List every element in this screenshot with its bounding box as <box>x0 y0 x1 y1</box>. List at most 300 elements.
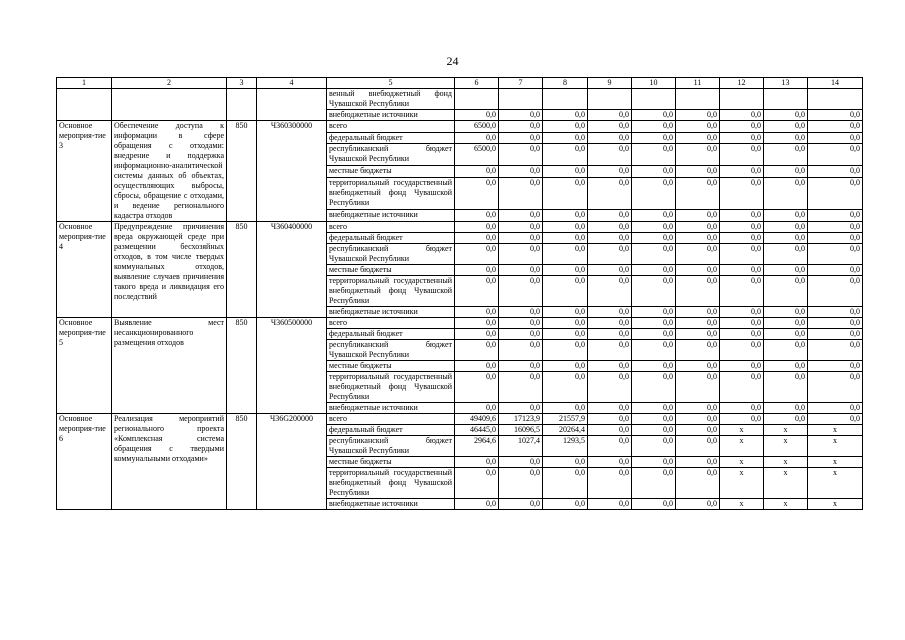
value-cell: 0,0 <box>676 307 720 318</box>
table-row <box>57 121 863 133</box>
value-cell: 0,0 <box>808 110 863 121</box>
table-row <box>57 222 863 233</box>
value-cell: 21557,9 <box>543 414 588 425</box>
budget-table <box>56 77 863 510</box>
value-cell: 0,0 <box>588 436 632 457</box>
value-cell: х <box>808 436 863 457</box>
value-cell: 0,0 <box>499 210 543 222</box>
value-cell: 0,0 <box>499 403 543 414</box>
event-name-cell: Основное мероприя-тие 3 <box>57 121 112 222</box>
value-cell: 0,0 <box>632 468 676 499</box>
value-cell: 0,0 <box>632 177 676 210</box>
value-cell: 0,0 <box>720 340 764 361</box>
value-cell: 0,0 <box>588 457 632 468</box>
value-cell: 0,0 <box>720 121 764 133</box>
value-cell: 0,0 <box>499 318 543 329</box>
funding-source-cell: республиканский бюджет Чувашской Республики <box>327 244 455 265</box>
value-cell: 6500,0 <box>455 144 499 166</box>
value-cell: 0,0 <box>499 144 543 166</box>
value-cell: 0,0 <box>455 210 499 222</box>
value-cell: 0,0 <box>764 340 808 361</box>
value-cell: 0,0 <box>588 144 632 166</box>
value-cell: 0,0 <box>764 110 808 121</box>
value-cell: 0,0 <box>455 110 499 121</box>
value-cell: 0,0 <box>543 265 588 276</box>
value-cell: 0,0 <box>588 307 632 318</box>
value-cell: х <box>808 425 863 436</box>
funding-source-cell: территориальный государственный внебюджетный фонд Чувашской Республики <box>327 468 455 499</box>
value-cell: 0,0 <box>632 233 676 244</box>
value-cell: 0,0 <box>808 177 863 210</box>
value-cell: 0,0 <box>808 233 863 244</box>
value-cell: 0,0 <box>764 233 808 244</box>
value-cell: 0,0 <box>499 177 543 210</box>
value-cell: 0,0 <box>720 210 764 222</box>
value-cell: 0,0 <box>632 166 676 178</box>
column-number-header: 8 <box>543 78 588 89</box>
value-cell <box>720 89 764 110</box>
event-description-cell: Выявление мест несанкционированного размещения отходов <box>112 318 227 414</box>
column-number-header: 4 <box>257 78 327 89</box>
value-cell: 0,0 <box>588 265 632 276</box>
value-cell: 0,0 <box>499 340 543 361</box>
value-cell: 0,0 <box>676 468 720 499</box>
value-cell: 0,0 <box>808 414 863 425</box>
value-cell: 0,0 <box>588 276 632 307</box>
value-cell: 0,0 <box>499 307 543 318</box>
value-cell: 0,0 <box>455 403 499 414</box>
column-number-header: 10 <box>632 78 676 89</box>
value-cell: 1027,4 <box>499 436 543 457</box>
value-cell: 0,0 <box>455 222 499 233</box>
value-cell: 0,0 <box>632 132 676 144</box>
value-cell: 0,0 <box>808 166 863 178</box>
value-cell: 0,0 <box>808 361 863 372</box>
value-cell <box>543 89 588 110</box>
value-cell <box>588 89 632 110</box>
value-cell: 0,0 <box>543 468 588 499</box>
value-cell: х <box>720 425 764 436</box>
value-cell: 0,0 <box>808 318 863 329</box>
value-cell: 0,0 <box>808 329 863 340</box>
value-cell: 0,0 <box>676 121 720 133</box>
value-cell: 0,0 <box>499 276 543 307</box>
value-cell: 0,0 <box>499 222 543 233</box>
value-cell: 0,0 <box>588 318 632 329</box>
value-cell: 0,0 <box>543 177 588 210</box>
column-number-header: 5 <box>327 78 455 89</box>
value-cell: х <box>720 499 764 510</box>
value-cell: 0,0 <box>499 329 543 340</box>
value-cell: 0,0 <box>455 233 499 244</box>
value-cell: 0,0 <box>543 110 588 121</box>
value-cell: 0,0 <box>455 499 499 510</box>
value-cell: 0,0 <box>720 132 764 144</box>
value-cell: 0,0 <box>455 340 499 361</box>
value-cell: 1293,5 <box>543 436 588 457</box>
value-cell: х <box>720 436 764 457</box>
value-cell: 0,0 <box>676 372 720 403</box>
event-name-cell: Основное мероприя-тие 6 <box>57 414 112 510</box>
value-cell: х <box>764 436 808 457</box>
description-cell <box>112 89 227 121</box>
value-cell: 0,0 <box>499 499 543 510</box>
funding-source-cell: федеральный бюджет <box>327 329 455 340</box>
value-cell <box>676 89 720 110</box>
value-cell: 0,0 <box>499 132 543 144</box>
value-cell: 0,0 <box>808 121 863 133</box>
value-cell: 0,0 <box>808 244 863 265</box>
column-number-header: 12 <box>720 78 764 89</box>
value-cell: 0,0 <box>499 372 543 403</box>
value-cell: 0,0 <box>764 276 808 307</box>
value-cell: 0,0 <box>588 372 632 403</box>
value-cell: 2964,6 <box>455 436 499 457</box>
value-cell: 0,0 <box>808 222 863 233</box>
value-cell: 0,0 <box>676 132 720 144</box>
value-cell: 0,0 <box>764 132 808 144</box>
value-cell: 0,0 <box>543 144 588 166</box>
grbs-code-cell: 850 <box>227 222 257 318</box>
value-cell: 0,0 <box>632 340 676 361</box>
value-cell: 0,0 <box>543 340 588 361</box>
funding-source-cell: федеральный бюджет <box>327 132 455 144</box>
value-cell: 0,0 <box>676 318 720 329</box>
funding-source-cell: территориальный государственный внебюджетный фонд Чувашской Республики <box>327 276 455 307</box>
grbs-cell <box>227 89 257 121</box>
value-cell: 0,0 <box>455 244 499 265</box>
value-cell: 0,0 <box>764 372 808 403</box>
value-cell: 0,0 <box>720 403 764 414</box>
value-cell: 0,0 <box>499 166 543 178</box>
value-cell: 0,0 <box>632 499 676 510</box>
value-cell: 0,0 <box>632 265 676 276</box>
value-cell: 0,0 <box>543 318 588 329</box>
value-cell: 0,0 <box>676 265 720 276</box>
value-cell: 0,0 <box>676 110 720 121</box>
value-cell: 0,0 <box>588 499 632 510</box>
value-cell: 0,0 <box>499 361 543 372</box>
value-cell: 0,0 <box>720 110 764 121</box>
value-cell: х <box>764 468 808 499</box>
value-cell: 0,0 <box>676 210 720 222</box>
value-cell: 46445,0 <box>455 425 499 436</box>
value-cell: 0,0 <box>543 499 588 510</box>
value-cell: 0,0 <box>676 361 720 372</box>
funding-source-cell: всего <box>327 318 455 329</box>
grbs-code-cell: 850 <box>227 414 257 510</box>
value-cell: 0,0 <box>764 414 808 425</box>
value-cell <box>808 89 863 110</box>
value-cell: 0,0 <box>543 307 588 318</box>
value-cell: 0,0 <box>676 244 720 265</box>
funding-source-cell: территориальный государственный внебюджетный фонд Чувашской Республики <box>327 177 455 210</box>
funding-source-cell: внебюджетные источники <box>327 307 455 318</box>
column-number-header: 1 <box>57 78 112 89</box>
value-cell: 0,0 <box>720 372 764 403</box>
value-cell: 0,0 <box>588 177 632 210</box>
funding-source-cell: венный внебюджетный фонд Чувашской Республики <box>327 89 455 110</box>
value-cell: 0,0 <box>764 265 808 276</box>
funding-source-cell: территориальный государственный внебюджетный фонд Чувашской Республики <box>327 372 455 403</box>
value-cell: 0,0 <box>676 329 720 340</box>
value-cell: 0,0 <box>588 121 632 133</box>
value-cell: 0,0 <box>588 210 632 222</box>
column-number-header: 7 <box>499 78 543 89</box>
value-cell: 0,0 <box>676 340 720 361</box>
value-cell: 0,0 <box>632 276 676 307</box>
value-cell: 0,0 <box>543 166 588 178</box>
value-cell: 0,0 <box>632 318 676 329</box>
value-cell: 0,0 <box>808 265 863 276</box>
value-cell: 0,0 <box>808 276 863 307</box>
page-number: 24 <box>446 54 459 68</box>
value-cell: 0,0 <box>676 144 720 166</box>
value-cell: 0,0 <box>543 361 588 372</box>
value-cell: 0,0 <box>676 166 720 178</box>
table-body <box>57 89 863 510</box>
value-cell: 0,0 <box>543 233 588 244</box>
column-number-header: 14 <box>808 78 863 89</box>
value-cell: 0,0 <box>543 222 588 233</box>
funding-source-cell: республиканский бюджет Чувашской Республики <box>327 144 455 166</box>
budget-code-cell: Ч36G200000 <box>257 414 327 510</box>
value-cell: 0,0 <box>588 403 632 414</box>
value-cell: 0,0 <box>455 276 499 307</box>
value-cell: 0,0 <box>720 222 764 233</box>
value-cell: х <box>808 457 863 468</box>
event-name-cell: Основное мероприя-тие 5 <box>57 318 112 414</box>
value-cell: 0,0 <box>632 244 676 265</box>
value-cell: 0,0 <box>808 372 863 403</box>
value-cell: 0,0 <box>543 132 588 144</box>
value-cell: 0,0 <box>676 233 720 244</box>
value-cell: 0,0 <box>588 244 632 265</box>
value-cell: 0,0 <box>632 425 676 436</box>
value-cell: 0,0 <box>632 361 676 372</box>
value-cell: 20264,4 <box>543 425 588 436</box>
value-cell: 0,0 <box>632 121 676 133</box>
value-cell: 0,0 <box>720 318 764 329</box>
value-cell: 17123,9 <box>499 414 543 425</box>
code-cell <box>257 89 327 121</box>
grbs-code-cell: 850 <box>227 121 257 222</box>
value-cell: 0,0 <box>764 307 808 318</box>
funding-source-cell: всего <box>327 121 455 133</box>
value-cell: 0,0 <box>632 403 676 414</box>
funding-source-cell: республиканский бюджет Чувашской Республики <box>327 436 455 457</box>
value-cell: 0,0 <box>499 110 543 121</box>
value-cell: 0,0 <box>543 457 588 468</box>
value-cell: 0,0 <box>632 222 676 233</box>
value-cell: 0,0 <box>720 244 764 265</box>
value-cell: 0,0 <box>632 414 676 425</box>
table-row <box>57 318 863 329</box>
value-cell: 0,0 <box>720 233 764 244</box>
column-number-header: 13 <box>764 78 808 89</box>
value-cell: 0,0 <box>588 340 632 361</box>
value-cell <box>632 89 676 110</box>
column-number-row <box>57 78 863 89</box>
value-cell: х <box>720 457 764 468</box>
table-row <box>57 414 863 425</box>
value-cell: 0,0 <box>499 265 543 276</box>
value-cell: 0,0 <box>455 457 499 468</box>
value-cell: 0,0 <box>499 244 543 265</box>
value-cell: х <box>764 499 808 510</box>
column-number-header: 9 <box>588 78 632 89</box>
value-cell: х <box>720 468 764 499</box>
event-name-cell: Основное мероприя-тие 4 <box>57 222 112 318</box>
value-cell: 0,0 <box>676 414 720 425</box>
value-cell: 0,0 <box>808 403 863 414</box>
value-cell: 0,0 <box>455 166 499 178</box>
value-cell: 49409,6 <box>455 414 499 425</box>
value-cell: 0,0 <box>808 132 863 144</box>
value-cell: 0,0 <box>764 244 808 265</box>
value-cell: 0,0 <box>676 425 720 436</box>
value-cell: 0,0 <box>720 414 764 425</box>
funding-source-cell: всего <box>327 222 455 233</box>
grbs-code-cell: 850 <box>227 318 257 414</box>
value-cell: 0,0 <box>455 329 499 340</box>
value-cell: 6500,0 <box>455 121 499 133</box>
value-cell <box>499 89 543 110</box>
value-cell: 0,0 <box>632 436 676 457</box>
value-cell: 0,0 <box>632 329 676 340</box>
budget-code-cell: Ч360300000 <box>257 121 327 222</box>
budget-code-cell: Ч360500000 <box>257 318 327 414</box>
value-cell: 0,0 <box>676 436 720 457</box>
value-cell: 0,0 <box>808 210 863 222</box>
value-cell: 0,0 <box>499 233 543 244</box>
value-cell <box>764 89 808 110</box>
value-cell: 0,0 <box>455 132 499 144</box>
value-cell: 0,0 <box>588 166 632 178</box>
value-cell: 0,0 <box>808 144 863 166</box>
column-number-header: 6 <box>455 78 499 89</box>
event-description-cell: Реализация мероприятий регионального проекта «Комплексная система обращения с твердыми коммунальными отходами» <box>112 414 227 510</box>
event-description-cell: Предупреждение причинения вреда окружающей среде при размещении бесхозяйных отходов, в том числе твердых коммунальных отходов, выявление случаев причинения такого вреда и ликвидация его последствий <box>112 222 227 318</box>
value-cell: 0,0 <box>588 329 632 340</box>
funding-source-cell: всего <box>327 414 455 425</box>
value-cell: 0,0 <box>588 468 632 499</box>
column-number-header: 11 <box>676 78 720 89</box>
value-cell: х <box>808 468 863 499</box>
value-cell: х <box>764 425 808 436</box>
funding-source-cell: местные бюджеты <box>327 361 455 372</box>
value-cell: 0,0 <box>808 307 863 318</box>
value-cell: 0,0 <box>543 403 588 414</box>
value-cell: 0,0 <box>588 132 632 144</box>
value-cell: 0,0 <box>588 361 632 372</box>
value-cell: 0,0 <box>632 457 676 468</box>
value-cell: 0,0 <box>499 468 543 499</box>
value-cell: 0,0 <box>720 265 764 276</box>
value-cell: 0,0 <box>588 414 632 425</box>
value-cell: 0,0 <box>632 210 676 222</box>
value-cell: 0,0 <box>499 457 543 468</box>
value-cell: 0,0 <box>632 110 676 121</box>
funding-source-cell: местные бюджеты <box>327 166 455 178</box>
value-cell: 0,0 <box>764 318 808 329</box>
value-cell: 0,0 <box>676 222 720 233</box>
value-cell: 0,0 <box>543 276 588 307</box>
value-cell: х <box>808 499 863 510</box>
funding-source-cell: внебюджетные источники <box>327 499 455 510</box>
value-cell: 0,0 <box>764 210 808 222</box>
value-cell: 0,0 <box>455 372 499 403</box>
column-number-header: 3 <box>227 78 257 89</box>
value-cell: х <box>764 457 808 468</box>
value-cell: 0,0 <box>455 177 499 210</box>
value-cell: 0,0 <box>720 177 764 210</box>
value-cell <box>455 89 499 110</box>
value-cell: 0,0 <box>588 110 632 121</box>
value-cell: 0,0 <box>543 244 588 265</box>
value-cell: 0,0 <box>455 307 499 318</box>
value-cell: 0,0 <box>764 144 808 166</box>
value-cell: 0,0 <box>676 177 720 210</box>
funding-source-cell: местные бюджеты <box>327 457 455 468</box>
value-cell: 0,0 <box>764 121 808 133</box>
value-cell: 0,0 <box>676 457 720 468</box>
value-cell: 0,0 <box>764 329 808 340</box>
value-cell: 0,0 <box>632 307 676 318</box>
value-cell: 0,0 <box>720 361 764 372</box>
value-cell: 0,0 <box>764 403 808 414</box>
funding-source-cell: республиканский бюджет Чувашской Республики <box>327 340 455 361</box>
value-cell: 0,0 <box>543 121 588 133</box>
value-cell: 0,0 <box>720 307 764 318</box>
funding-source-cell: внебюджетные источники <box>327 403 455 414</box>
value-cell: 0,0 <box>720 144 764 166</box>
event-cell <box>57 89 112 121</box>
value-cell: 0,0 <box>764 177 808 210</box>
value-cell: 0,0 <box>455 468 499 499</box>
value-cell: 0,0 <box>543 210 588 222</box>
value-cell: 0,0 <box>764 166 808 178</box>
value-cell: 0,0 <box>764 222 808 233</box>
funding-source-cell: местные бюджеты <box>327 265 455 276</box>
funding-source-cell: внебюджетные источники <box>327 110 455 121</box>
value-cell: 0,0 <box>455 265 499 276</box>
value-cell: 0,0 <box>720 166 764 178</box>
budget-code-cell: Ч360400000 <box>257 222 327 318</box>
value-cell: 0,0 <box>632 144 676 166</box>
value-cell: 0,0 <box>588 425 632 436</box>
funding-source-cell: федеральный бюджет <box>327 233 455 244</box>
value-cell: 0,0 <box>588 222 632 233</box>
value-cell: 0,0 <box>499 121 543 133</box>
value-cell: 0,0 <box>543 329 588 340</box>
event-description-cell: Обеспечение доступа к информации в сфере обращения с отходами: внедрение и поддержка информационно-аналитической системы данных об объектах, осуществляющих выбросы, сбросы, обращение с отходами, и ведение регионального кадастра отходов <box>112 121 227 222</box>
value-cell: 0,0 <box>764 361 808 372</box>
continuation-row <box>57 89 863 110</box>
value-cell: 0,0 <box>588 233 632 244</box>
value-cell: 0,0 <box>676 276 720 307</box>
funding-source-cell: внебюджетные источники <box>327 210 455 222</box>
value-cell: 0,0 <box>676 499 720 510</box>
value-cell: 0,0 <box>808 340 863 361</box>
funding-source-cell: федеральный бюджет <box>327 425 455 436</box>
column-number-header: 2 <box>112 78 227 89</box>
value-cell: 0,0 <box>720 276 764 307</box>
value-cell: 0,0 <box>720 329 764 340</box>
value-cell: 0,0 <box>543 372 588 403</box>
value-cell: 0,0 <box>455 318 499 329</box>
value-cell: 0,0 <box>632 372 676 403</box>
